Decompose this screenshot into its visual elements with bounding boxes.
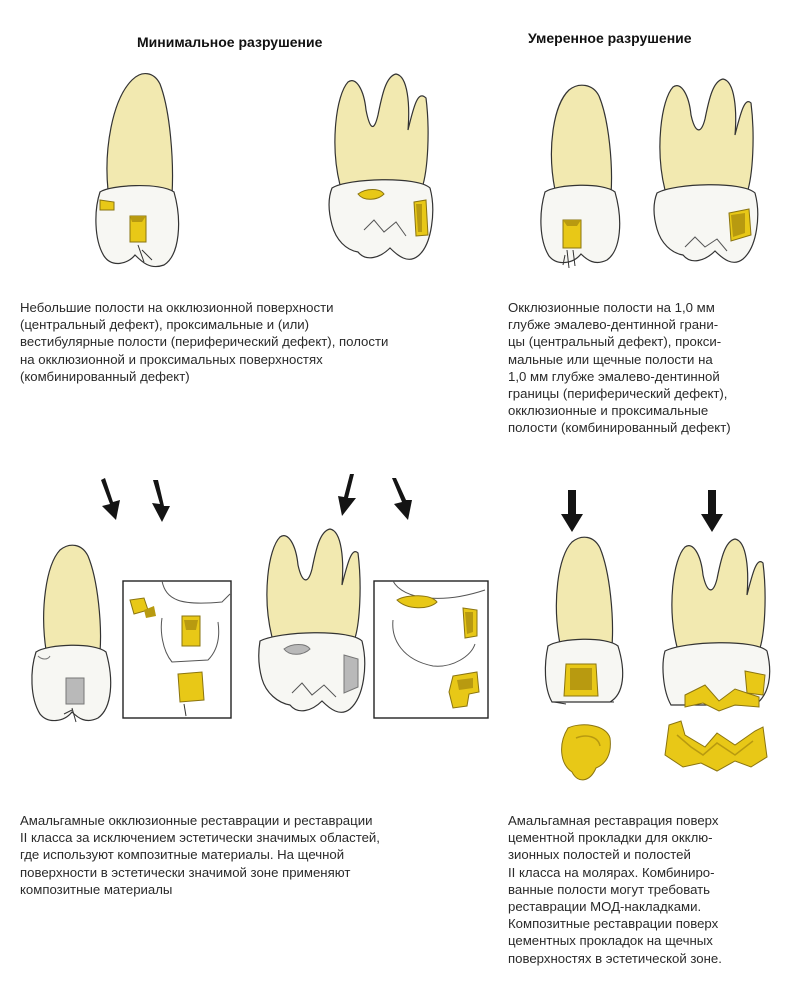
caption-line: Амальгамная реставрация поверх [508, 813, 719, 828]
caption-line: композитные материалы [20, 881, 173, 897]
premolar-moderate-defect-illustration [535, 80, 640, 280]
premolar-minimal-defect-illustration [90, 70, 200, 275]
premolar-minimal-restoration-illustration [28, 540, 123, 730]
caption-line: цементных прокладок на щечных [508, 933, 713, 949]
caption-line: II класса за исключением эстетически значимых областей, [20, 830, 380, 846]
caption-line: ванные полости могут требовать [508, 881, 711, 897]
caption-line: вестибулярные полости (периферический дефект), полости [20, 334, 389, 350]
caption-line: (центральный дефект), проксимальные и (или) [20, 317, 310, 333]
premolar-moderate-restoration-illustration [540, 532, 640, 802]
arrow-down-icon [146, 480, 172, 524]
caption-line: глубже эмалево-дентинной грани- [508, 317, 719, 333]
caption-line: Амальгамные окклюзионные реставрации и реставрации [20, 813, 373, 828]
caption-line: (комбинированный дефект) [20, 368, 190, 384]
molar-restoration-detail-box [373, 580, 491, 720]
caption-minimal-restorations [20, 812, 380, 898]
caption-line: II класса на молярах. Комбиниро- [508, 864, 715, 880]
caption-line: Окклюзионные полости на 1,0 мм [508, 300, 715, 315]
caption-moderate-restorations [508, 812, 722, 967]
caption-line: 1,0 мм глубже эмалево-дентинной [508, 368, 720, 384]
molar-moderate-defect-illustration [645, 75, 770, 275]
molar-minimal-defect-illustration [318, 70, 443, 270]
caption-line: Небольшие полости на окклюзионной поверхности [20, 300, 334, 315]
heading-moderate-destruction: Умеренное разрушение [528, 30, 692, 46]
caption-line: цементной прокладки для окклю- [508, 830, 713, 846]
caption-moderate-defects [508, 299, 731, 437]
caption-line: цы (центральный дефект), прокси- [508, 334, 722, 350]
caption-line: поверхностях в эстетической зоне. [508, 950, 722, 966]
caption-line: реставрации МОД-накладками. [508, 899, 702, 915]
heading-minimal-destruction: Минимальное разрушение [137, 34, 323, 50]
arrow-down-icon [334, 474, 360, 518]
caption-line: на окклюзионной и проксимальных поверхностях [20, 351, 323, 367]
molar-minimal-restoration-illustration [252, 525, 377, 725]
arrow-down-icon [98, 478, 124, 522]
caption-line: где используют композитные материалы. На щечной [20, 847, 345, 863]
caption-line: мальные или щечные полости на [508, 351, 713, 367]
caption-line: Композитные реставрации поверх [508, 916, 719, 932]
caption-minimal-defects [20, 299, 388, 385]
arrow-down-icon [700, 490, 724, 532]
caption-line: поверхности в эстетически значимой зоне применяют [20, 864, 351, 880]
arrow-down-icon [388, 478, 414, 522]
caption-line: зионных полостей и полостей [508, 847, 691, 863]
molar-moderate-restoration-illustration [655, 535, 780, 800]
premolar-restoration-detail-box [122, 580, 234, 720]
caption-line: полости (комбинированный дефект) [508, 420, 731, 436]
caption-line: окклюзионные и проксимальные [508, 403, 709, 419]
caption-line: границы (периферический дефект), [508, 386, 728, 402]
arrow-down-icon [560, 490, 584, 532]
